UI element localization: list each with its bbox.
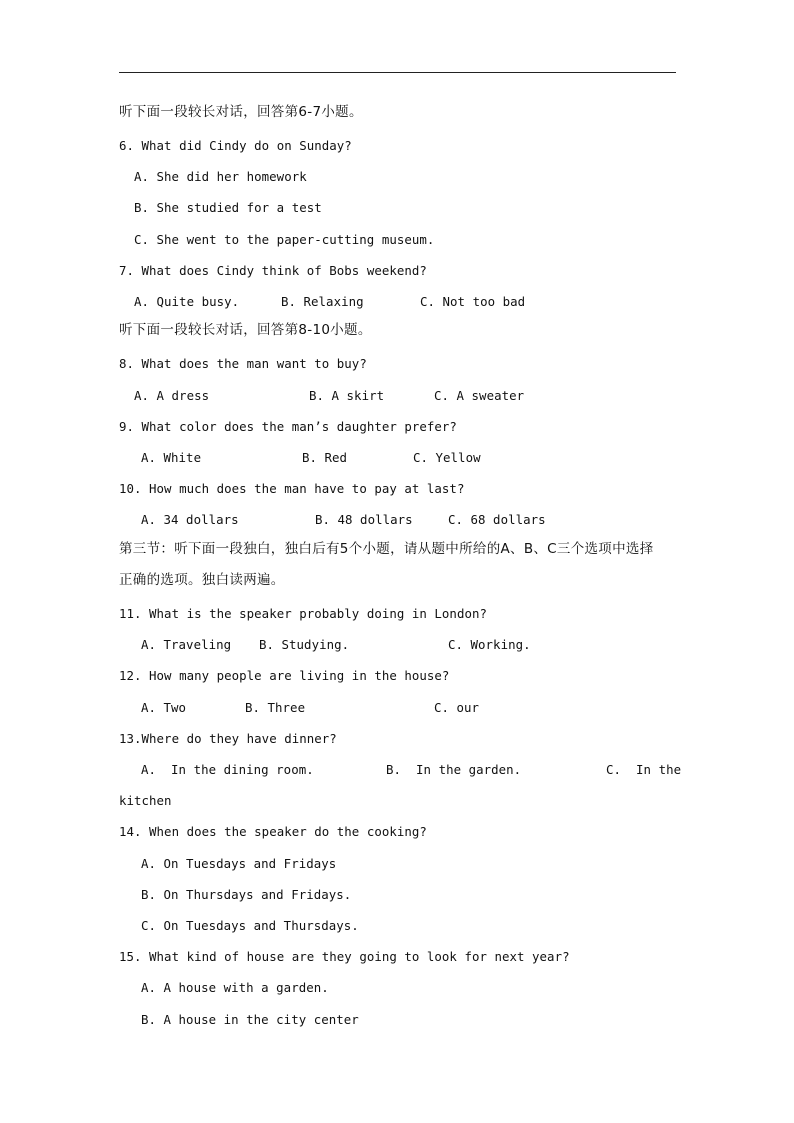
option-15a: A. A house with a garden.: [141, 980, 329, 995]
option-14b: B. On Thursdays and Fridays.: [141, 887, 352, 902]
option-6a: A. She did her homework: [134, 169, 307, 184]
section-instruction-8-10: 听下面一段较长对话，回答第8-10小题。: [119, 322, 372, 338]
option-13c: C. In the: [606, 762, 682, 777]
option-10c: C. 68 dollars: [448, 512, 546, 527]
option-14a: A. On Tuesdays and Fridays: [141, 856, 337, 871]
option-11b: B. Studying.: [259, 637, 350, 652]
option-11a: A. Traveling: [141, 637, 232, 652]
option-11c: C. Working.: [448, 637, 531, 652]
header-rule: [119, 72, 676, 73]
question-8: 8. What does the man want to buy?: [119, 356, 367, 371]
section-3-instruction-cont: 正确的选项。独白读两遍。: [119, 572, 285, 588]
question-7: 7. What does Cindy think of Bobs weekend?: [119, 263, 427, 278]
option-13a: A. In the dining room.: [141, 762, 314, 777]
option-13c-cont: kitchen: [119, 793, 172, 808]
option-7b: B. Relaxing: [281, 294, 364, 309]
option-14c: C. On Tuesdays and Thursdays.: [141, 918, 359, 933]
option-7a: A. Quite busy.: [134, 294, 240, 309]
question-10: 10. How much does the man have to pay at last?: [119, 481, 465, 496]
option-9b: B. Red: [302, 450, 348, 465]
option-6c: C. She went to the paper-cutting museum.: [134, 232, 435, 247]
option-12a: A. Two: [141, 700, 187, 715]
option-8b: B. A skirt: [309, 388, 385, 403]
option-8c: C. A sweater: [434, 388, 525, 403]
question-15: 15. What kind of house are they going to look for next year?: [119, 949, 570, 964]
option-12c: C. our: [434, 700, 480, 715]
section-3-instruction: 第三节：听下面一段独白，独白后有5个小题，请从题中所给的A、B、C三个选项中选择: [119, 541, 654, 557]
option-10a: A. 34 dollars: [141, 512, 239, 527]
question-11: 11. What is the speaker probably doing in London?: [119, 606, 487, 621]
question-9: 9. What color does the man’s daughter prefer?: [119, 419, 457, 434]
option-12b: B. Three: [245, 700, 306, 715]
question-6: 6. What did Cindy do on Sunday?: [119, 138, 352, 153]
section-instruction-6-7: 听下面一段较长对话，回答第6-7小题。: [119, 104, 363, 120]
question-13: 13.Where do they have dinner?: [119, 731, 337, 746]
option-15b: B. A house in the city center: [141, 1012, 359, 1027]
option-13b: B. In the garden.: [386, 762, 522, 777]
option-9a: A. White: [141, 450, 202, 465]
option-8a: A. A dress: [134, 388, 210, 403]
question-12: 12. How many people are living in the house?: [119, 668, 450, 683]
option-6b: B. She studied for a test: [134, 200, 322, 215]
option-9c: C. Yellow: [413, 450, 481, 465]
option-10b: B. 48 dollars: [315, 512, 413, 527]
option-7c: C. Not too bad: [420, 294, 526, 309]
question-14: 14. When does the speaker do the cooking?: [119, 824, 427, 839]
